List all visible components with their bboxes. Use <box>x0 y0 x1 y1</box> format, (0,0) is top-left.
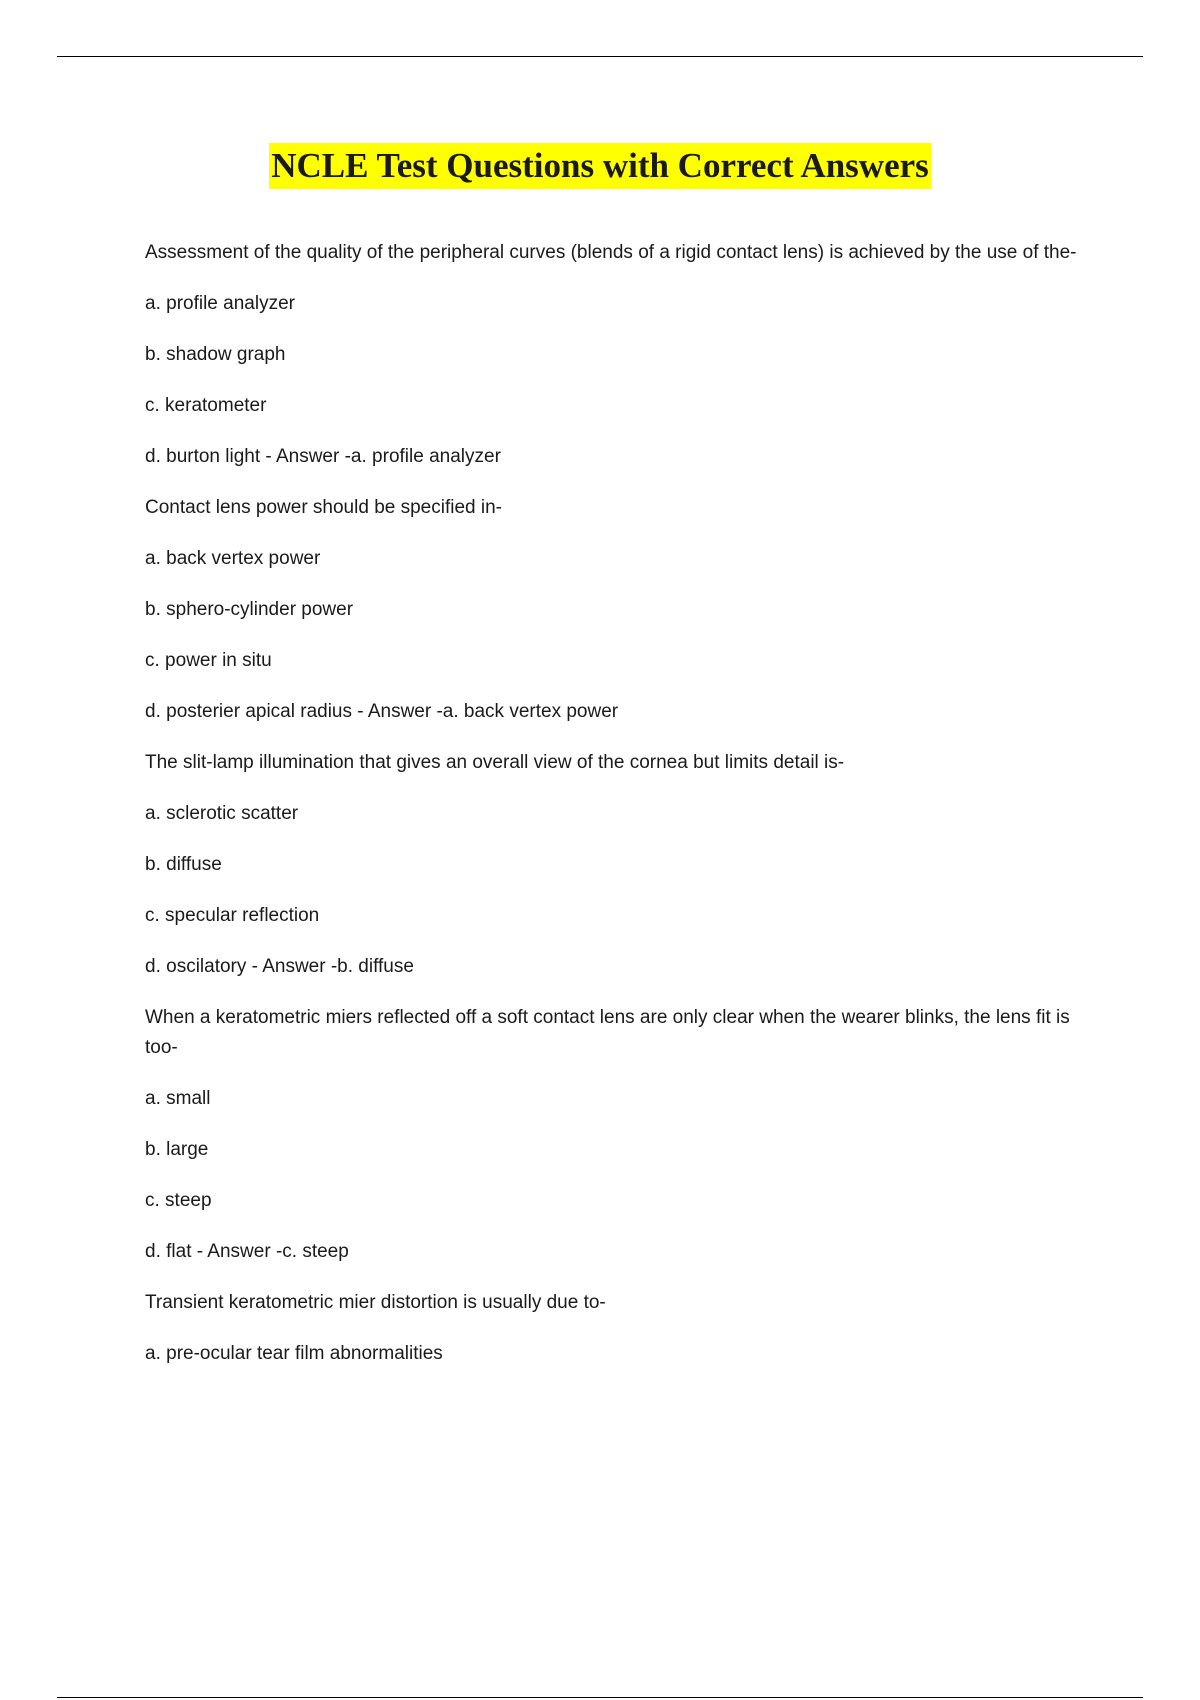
option-2d-with-answer: d. posterier apical radius - Answer -a. back vertex power <box>145 701 619 722</box>
option-1d-with-answer: d. burton light - Answer -a. profile analyzer <box>145 446 501 467</box>
option-2c: c. power in situ <box>145 650 272 671</box>
option-4b: b. large <box>145 1139 209 1160</box>
question-5: Transient keratometric mier distortion is usually due to- <box>145 1292 606 1313</box>
document-body <box>145 238 1085 1390</box>
option-1c: c. keratometer <box>145 395 267 416</box>
option-1a: a. profile analyzer <box>145 293 295 314</box>
option-3a: a. sclerotic scatter <box>145 803 299 824</box>
question-2: Contact lens power should be specified in- <box>145 497 502 518</box>
option-5a: a. pre-ocular tear film abnormalities <box>145 1343 443 1364</box>
question-1: Assessment of the quality of the peripheral curves (blends of a rigid contact lens) is achieved by the use of the- <box>145 242 1077 263</box>
document-title: NCLE Test Questions with Correct Answers <box>269 143 931 189</box>
option-1b: b. shadow graph <box>145 344 286 365</box>
title-container <box>0 143 1200 189</box>
option-3d-with-answer: d. oscilatory - Answer -b. diffuse <box>145 956 414 977</box>
option-3b: b. diffuse <box>145 854 222 875</box>
option-4d-with-answer: d. flat - Answer -c. steep <box>145 1241 349 1262</box>
bottom-rule <box>57 1697 1143 1698</box>
option-3c: c. specular reflection <box>145 905 320 926</box>
option-4a: a. small <box>145 1088 211 1109</box>
option-4c: c. steep <box>145 1190 212 1211</box>
question-3: The slit-lamp illumination that gives an overall view of the cornea but limits detail is- <box>145 752 845 773</box>
option-2b: b. sphero-cylinder power <box>145 599 354 620</box>
question-4: When a keratometric miers reflected off a soft contact lens are only clear when the wearer blinks, the lens fit is too- <box>145 1007 1070 1058</box>
top-rule <box>57 56 1143 57</box>
option-2a: a. back vertex power <box>145 548 321 569</box>
